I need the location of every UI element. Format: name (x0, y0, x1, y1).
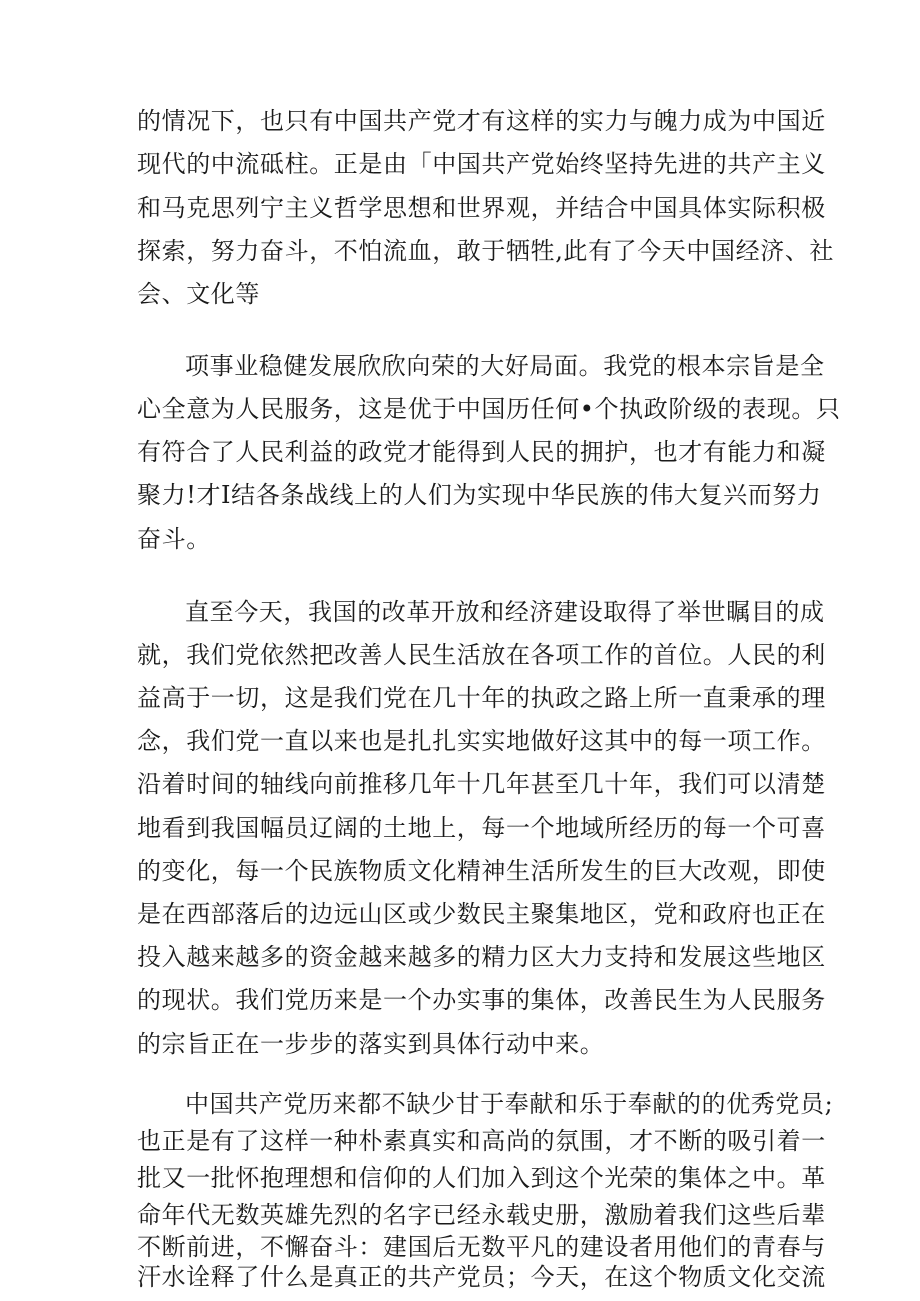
paragraph-2-line-5: 奋斗。 (137, 525, 211, 553)
paragraph-1-line-4: 探索，努力奋斗，不怕流血，敢于牺牲,此有了今天中国经济、社 (137, 237, 835, 265)
paragraph-3-line-10: 的现状。我们党历来是一个办实事的集体，改善民生为人民服务 (137, 986, 826, 1014)
paragraph-1-line-5: 会、文化等 (137, 280, 260, 308)
paragraph-2-line-3: 有符合了人民利益的政党才能得到人民的拥护，也才有能力和凝 (137, 438, 826, 466)
paragraph-4-line-2: 也正是有了这样一种朴素真实和高尚的氛围，才不断的吸引着一 (137, 1127, 826, 1155)
paragraph-4-line-1: 中国共产党历来都不缺少甘于奉献和乐于奉献的的优秀党员; (185, 1090, 834, 1118)
paragraph-3-line-9: 投入越来越多的资金越来越多的精力区大力支持和发展这些地区 (137, 943, 826, 971)
paragraph-3-line-3: 益高于一切，这是我们党在几十年的执政之路上所一直秉承的理 (137, 684, 826, 712)
paragraph-1-line-3: 和马克思列宁主义哲学思想和世界观，并结合中国具体实际积极 (137, 194, 826, 222)
paragraph-1-line-2: 现代的中流砥柱。正是由「中国共产党始终坚持先进的共产主义 (137, 150, 826, 178)
paragraph-2-line-1: 项事业稳健发展欣欣向荣的大好局面。我党的根本宗旨是全 (185, 352, 825, 380)
paragraph-3-line-4: 念，我们党一直以来也是扎扎实实地做好这其中的每一项工作。 (137, 727, 826, 755)
paragraph-3-line-8: 是在西部落后的边远山区或少数民主聚集地区，党和政府也正在 (137, 900, 826, 928)
paragraph-4-line-4: 命年代无数英雄先烈的名字已经永载史册，激励着我们这些后辈 (137, 1201, 826, 1229)
paragraph-3-line-2: 就，我们党依然把改善人民生活放在各项工作的首位。人民的利 (137, 641, 826, 669)
paragraph-3-line-5: 沿着时间的轴线向前推移几年十几年甚至几十年，我们可以清楚 (137, 770, 826, 798)
paragraph-3-line-1: 直至今天，我国的改革开放和经济建设取得了举世瞩目的成 (185, 598, 825, 626)
paragraph-4-line-6: 汗水诠释了什么是真正的共产党员；今天，在这个物质文化交流 (137, 1263, 826, 1291)
paragraph-3-line-6: 地看到我国幅员辽阔的土地上，每一个地域所经历的每一个可喜 (137, 814, 826, 842)
paragraph-2-line-4: 聚力!才I结各条战线上的人们为实现中华民族的伟大复兴而努力 (137, 481, 822, 509)
paragraph-3-line-7: 的变化，每一个民族物质文化精神生活所发生的巨大改观，即使 (137, 857, 826, 885)
paragraph-4-line-5: 不断前进，不懈奋斗：建国后无数平凡的建设者用他们的青春与 (137, 1233, 826, 1261)
paragraph-2-line-2: 心全意为人民服务，这是优于中国历任何•个执政阶级的表现。只 (137, 395, 841, 423)
paragraph-1-line-1: 的情况下，也只有中国共产党才有这样的实力与魄力成为中国近 (137, 107, 826, 135)
paragraph-3-line-11: 的宗旨正在一步步的落实到具体行动中来。 (137, 1030, 605, 1058)
paragraph-4-line-3: 批又一批怀抱理想和信仰的人们加入到这个光荣的集体之中。革 (137, 1164, 826, 1192)
